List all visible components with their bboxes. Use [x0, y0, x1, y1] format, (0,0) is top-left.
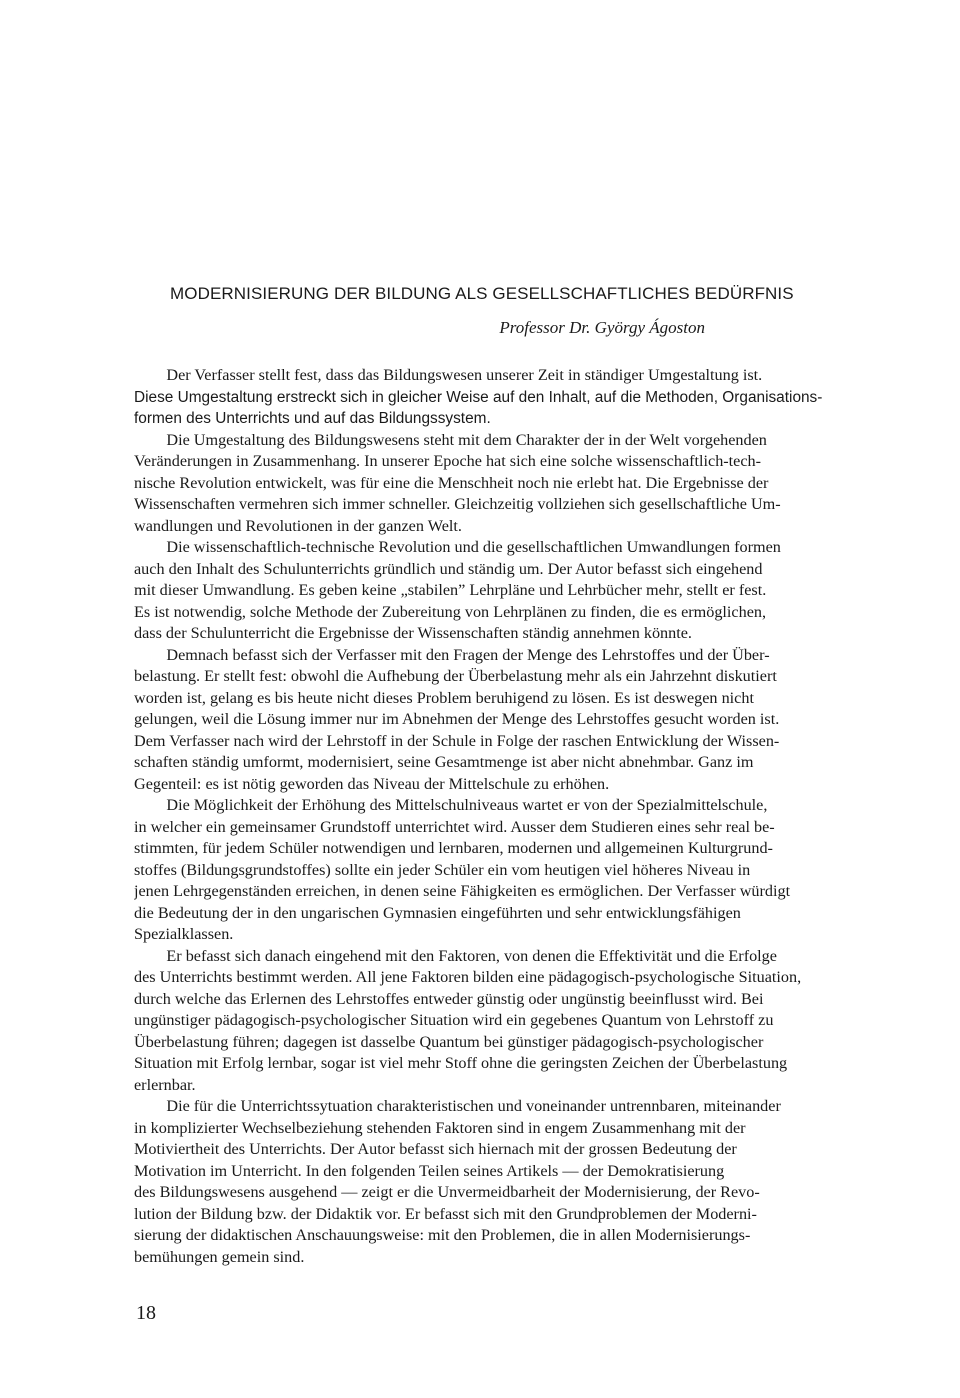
text-line: erlernbar. — [134, 1075, 196, 1094]
text-line: formen des Unterrichts und auf das Bildungssystem. — [134, 410, 491, 427]
text-line: jenen Lehrgegenständen erreichen, in denen seine Fähigkeiten es ermöglichen. Der Verfasser würdigt — [134, 882, 791, 900]
text-line: Der Verfasser stellt fest, dass das Bildungswesen unserer Zeit in ständiger Umgestaltung ist. — [134, 366, 763, 384]
text-line: Die für die Unterrichtssytuation charakteristischen und voneinander untrennbaren, miteinander — [134, 1097, 781, 1115]
text-line: Die Umgestaltung des Bildungswesens steht mit dem Charakter der in der Welt vorgehenden — [134, 430, 767, 449]
text-line: in komplizierter Wechselbeziehung stehenden Faktoren sind in engem Zusammenhang mit der — [134, 1118, 746, 1137]
text-line: Motivation im Unterricht. In den folgenden Teilen seines Artikels — der Demokratisierung — [134, 1161, 725, 1180]
text-line: Die wissenschaftlich-technische Revolution und die gesellschaftlichen Umwandlungen formen — [134, 538, 781, 556]
text-line: stoffes (Bildungsgrundstoffes) sollte ein jeder Schüler ein vom heutigen viel höheres Niveau in — [134, 860, 751, 879]
article-title: MODERNISIERUNG DER BILDUNG ALS GESELLSCHAFTLICHES BEDÜRFNIS — [170, 284, 794, 303]
text-line: Demnach befasst sich der Verfasser mit den Fragen der Menge des Lehrstoffes und der Über- — [134, 645, 770, 664]
text-line: wandlungen und Revolutionen in der ganzen Welt. — [134, 516, 462, 535]
text-line: gelungen, weil die Lösung immer nur im Abnehmen der Menge des Lehrstoffes gesucht worden ist. — [134, 710, 780, 728]
text-line: sierung der didaktischen Anschauungsweise: mit den Problemen, die in allen Modernisierungs- — [134, 1226, 751, 1244]
text-line: Wissenschaften vermehren sich immer schneller. Gleichzeitig vollziehen sich gesellschaftliche Um- — [134, 495, 781, 513]
text-line: Motiviertheit des Unterrichts. Der Autor befasst sich hiernach mit der grossen Bedeutung der — [134, 1140, 737, 1158]
text-line: mit dieser Umwandlung. Es geben keine „stabilen” Lehrpläne und Lehrbücher mehr, stellt er fest. — [134, 581, 767, 599]
text-line: Gegenteil: es ist nötig geworden das Niveau der Mittelschule zu erhöhen. — [134, 774, 610, 793]
text-line: Veränderungen in Zusammenhang. In unserer Epoche hat sich eine solche wissenschaftlich-tech- — [134, 452, 762, 470]
text-line: des Unterrichts bestimmt werden. All jene Faktoren bilden eine pädagogisch-psychologische Situation, — [134, 968, 802, 986]
text-line: belastung. Er stellt fest: obwohl die Aufhebung der Überbelastung mehr als ein Jahrzehnt diskutiert — [134, 667, 777, 685]
text-line: Dem Verfasser nach wird der Lehrstoff in der Schule in Folge der raschen Entwicklung der Wissen- — [134, 731, 780, 750]
text-line: ungünstiger pädagogisch-psychologischer Situation wird ein gegebenes Quantum von Lehrstoff zu — [134, 1011, 774, 1029]
page-number: 18 — [136, 1302, 156, 1324]
text-line: des Bildungswesens ausgehend — zeigt er die Unvermeidbarheit der Modernisierung, der Revo- — [134, 1183, 760, 1201]
text-line: bemühungen gemein sind. — [134, 1247, 305, 1266]
text-line: Die Möglichkeit der Erhöhung des Mittelschulniveaus wartet er von der Spezialmittelschule, — [134, 796, 768, 814]
text-line: in welcher ein gemeinsamer Grundstoff unterrichtet wird. Ausser dem Studieren eines sehr real be- — [134, 817, 775, 836]
text-line: nische Revolution entwickelt, was für eine die Menschheit noch nie erlebt hat. Die Ergebnisse der — [134, 473, 769, 492]
text-line: schaften ständig umformt, modernisiert, seine Gesamtmenge ist aber nicht abnehmbar. Ganz im — [134, 753, 754, 771]
text-line: Spezialklassen. — [134, 925, 234, 943]
text-line: stimmten, für jedem Schüler notwendigen und lernbaren, modernen und allgemeinen Kulturgrund- — [134, 839, 773, 857]
text-line: Diese Umgestaltung erstreckt sich in gleicher Weise auf den Inhalt, auf die Methoden, Organisations- — [134, 388, 823, 406]
text-line: Er befasst sich danach eingehend mit den Faktoren, von denen die Effektivität und die Erfolge — [134, 946, 777, 965]
text-line: Es ist notwendig, solche Methode der Zubereitung von Lehrplänen zu finden, die es ermöglichen, — [134, 602, 767, 621]
text-line: Situation mit Erfolg lernbar, sogar ist viel mehr Stoff ohne die geringsten Zeichen der Überbelastung — [134, 1054, 788, 1072]
author-line: Professor Dr. György Ágoston — [499, 318, 705, 337]
text-line: worden ist, gelang es bis heute nicht dieses Problem beruhigend zu lösen. Es ist deswegen nicht — [134, 688, 754, 707]
text-line: lution der Bildung bzw. der Didaktik vor. Er befasst sich mit den Grundproblemen der Moderni- — [134, 1204, 757, 1223]
text-line: auch den Inhalt des Schulunterrichts gründlich und ständig um. Der Autor befasst sich eingehend — [134, 559, 763, 578]
abstract-body — [134, 365, 954, 1268]
text-line: durch welche das Erlernen des Lehrstoffes entweder günstig oder ungünstig beeinflusst wird. Bei — [134, 989, 764, 1008]
text-line: Überbelastung führen; dagegen ist dasselbe Quantum bei günstiger pädagogisch-psychologischer — [134, 1032, 764, 1051]
text-line: dass der Schulunterricht die Ergebnisse der Wissenschaften ständig annehmen könnte. — [134, 624, 692, 642]
text-line: die Bedeutung der in den ungarischen Gymnasien eingeführten und sehr entwicklungsfähigen — [134, 903, 741, 922]
